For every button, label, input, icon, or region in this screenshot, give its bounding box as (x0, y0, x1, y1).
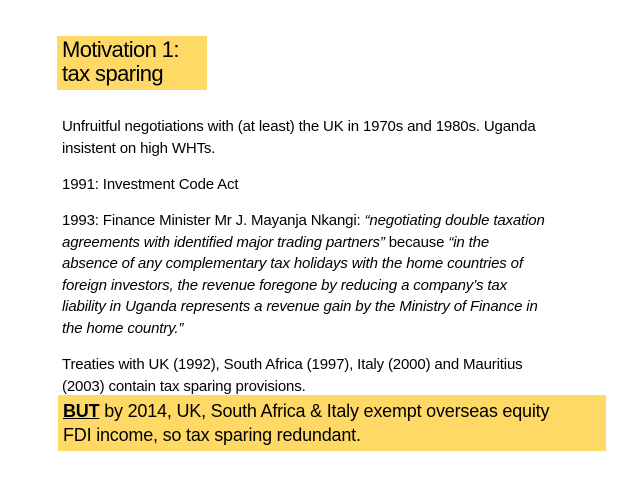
quote-text: the home country.” (62, 319, 184, 337)
paragraph-treaties (62, 354, 602, 397)
paragraph-line: 1991: Investment Code Act (62, 176, 239, 193)
connector-text: because (384, 233, 449, 251)
title-line-1: Motivation 1: (62, 37, 179, 62)
paragraph-line: Unfruitful negotiations with (at least) the UK in 1970s and 1980s. Uganda (62, 118, 536, 135)
paragraph-line (62, 210, 602, 232)
quote-text: “negotiating double taxation (364, 212, 545, 229)
paragraph-line (62, 296, 602, 318)
quote-text: liability in Uganda represents a revenue gain by the Ministry of Finance in (62, 298, 538, 315)
slide-title (57, 36, 207, 90)
quote-text: absence of any complementary tax holidays with the home countries of (62, 255, 523, 272)
paragraph-negotiations (62, 116, 602, 159)
callout-line: FDI income, so tax sparing redundant. (63, 425, 361, 445)
paragraph-finance-minister-quote (62, 210, 602, 339)
paragraph-line (62, 232, 602, 254)
paragraph-line: Treaties with UK (1992), South Africa (1997), Italy (2000) and Mauritius (62, 356, 523, 373)
paragraph-line: (2003) contain tax sparing provisions. (62, 377, 306, 395)
callout-line (63, 399, 600, 423)
quote-text: agreements with identified major trading partners” (62, 233, 385, 251)
paragraph-investment-code (62, 174, 602, 196)
quote-attribution: 1993: Finance Minister Mr J. Mayanja Nkangi: (62, 212, 365, 229)
quote-text: “in the (448, 233, 490, 251)
callout-emphasis: BUT (63, 401, 100, 421)
quote-text: foreign investors, the revenue foregone by reducing a company’s tax (62, 276, 507, 294)
conclusion-callout (58, 395, 606, 451)
title-line-2: tax sparing (62, 61, 164, 86)
paragraph-line (62, 318, 602, 340)
paragraph-line (62, 275, 602, 297)
callout-text: by 2014, UK, South Africa & Italy exempt overseas equity (99, 401, 550, 421)
paragraph-line: insistent on high WHTs. (62, 139, 216, 157)
paragraph-line (62, 253, 602, 275)
